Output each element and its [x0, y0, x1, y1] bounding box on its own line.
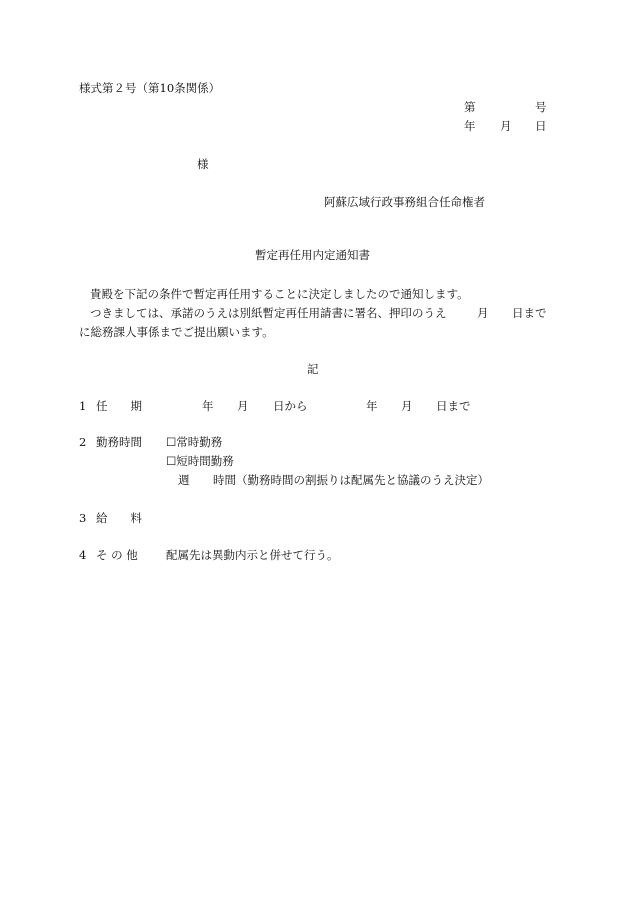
doc-number-go: 号 — [535, 100, 547, 114]
body-line-2: つきましては、承諾のうえは別紙暫定再任用請書に署名、押印のうえ — [90, 306, 447, 320]
form-number: 様式第２号（第10条関係） — [79, 81, 221, 95]
document-title: 暫定再任用内定通知書 — [255, 248, 370, 262]
item-1-to-day: 日まで — [436, 399, 471, 413]
body-line-2-day: 日まで — [512, 306, 547, 320]
item-1-to-year: 年 — [366, 399, 378, 413]
issuer: 阿蘇広域行政事務組合任命権者 — [324, 195, 485, 209]
date-month: 月 — [500, 119, 512, 133]
item-2-week: 週 — [178, 473, 190, 487]
doc-number-dai: 第 — [464, 100, 476, 114]
date-year: 年 — [464, 119, 476, 133]
body-line-1: 貴殿を下記の条件で暫定再任用することに決定しましたので通知します。 — [90, 287, 469, 301]
item-2-option-parttime: ☐短時間勤務 — [166, 454, 234, 468]
ki-heading: 記 — [307, 362, 319, 376]
item-1-number: 1 — [79, 399, 87, 413]
item-3-label: 給 料 — [96, 511, 142, 525]
item-2-label: 勤務時間 — [96, 435, 142, 449]
item-2-number: 2 — [79, 435, 87, 449]
date-day: 日 — [535, 119, 547, 133]
item-4-number: 4 — [79, 548, 87, 562]
body-line-2-month: 月 — [477, 306, 489, 320]
body-line-3: に総務課人事係までご提出願います。 — [79, 325, 274, 339]
item-1-label: 任 期 — [96, 399, 142, 413]
item-2-option-fulltime: ☐常時勤務 — [166, 435, 223, 449]
item-3-number: 3 — [79, 511, 87, 525]
item-1-from-day: 日から — [273, 399, 308, 413]
item-2-hours-note: 時間（勤務時間の割振りは配属先と協議のうえ決定） — [213, 473, 489, 487]
addressee-suffix: 様 — [197, 157, 209, 171]
item-1-from-month: 月 — [237, 399, 249, 413]
item-4-label: そ の 他 — [96, 548, 138, 562]
item-1-to-month: 月 — [401, 399, 413, 413]
item-1-from-year: 年 — [202, 399, 214, 413]
item-4-value: 配属先は異動内示と併せて行う。 — [166, 548, 339, 562]
